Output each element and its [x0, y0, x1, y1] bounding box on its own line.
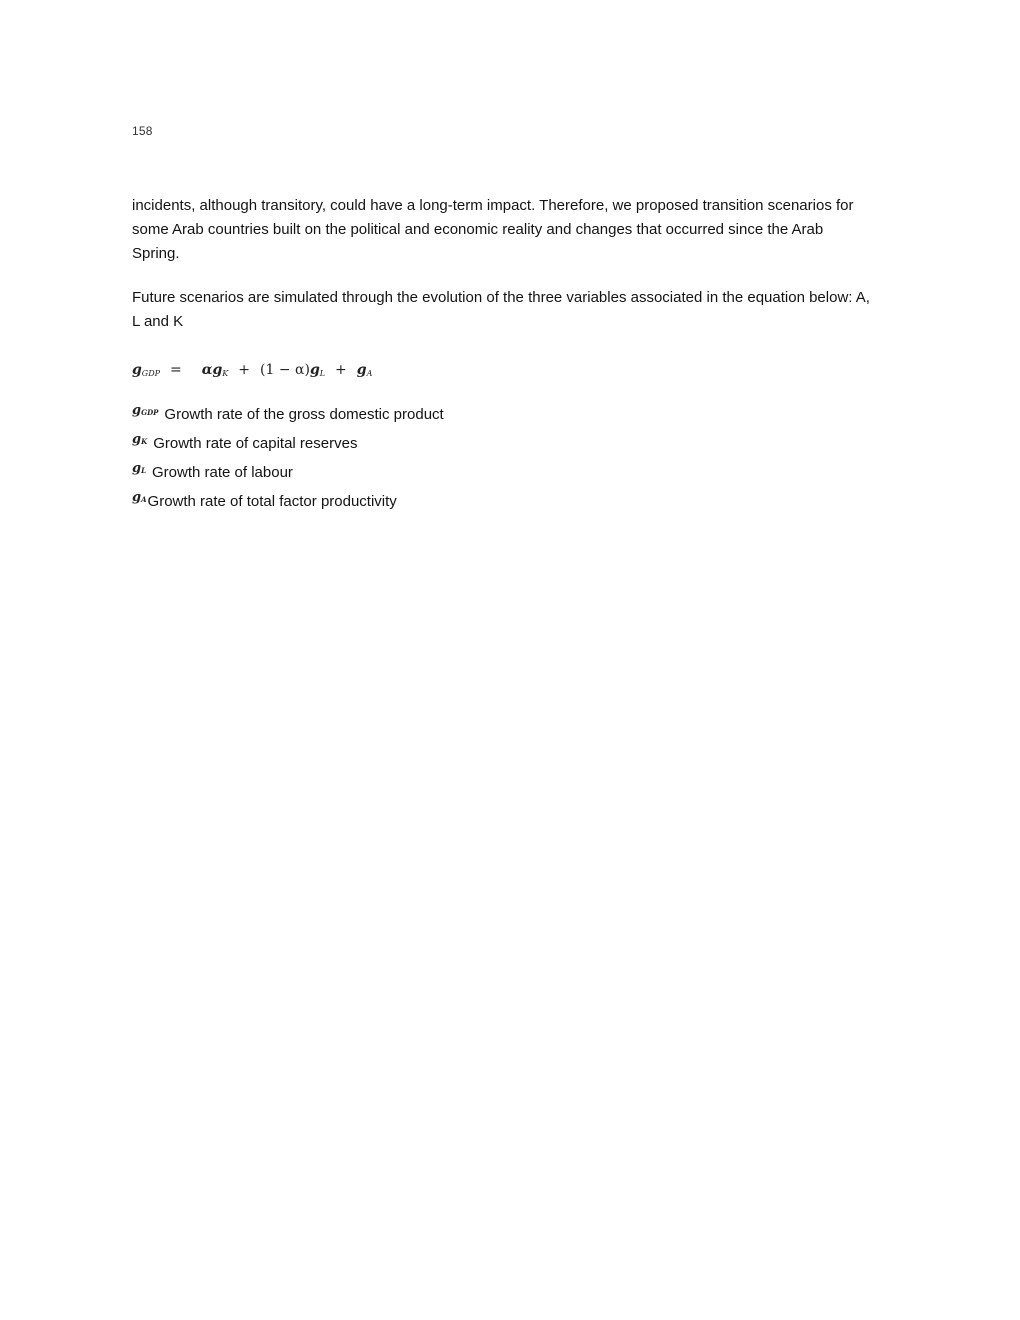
equation-factor: (1 − α)	[260, 362, 310, 378]
equation-lhs-symbol: g	[132, 362, 142, 378]
definition-symbol: $g_L$	[132, 461, 147, 476]
equation-term3-subscript: A	[366, 369, 373, 378]
definition-text: Growth rate of the gross domestic product	[164, 406, 444, 423]
equation-plus: +	[335, 362, 347, 378]
definition-text: Growth rate of labour	[152, 464, 293, 481]
equation-equals: =	[169, 362, 182, 378]
body-paragraph: Future scenarios are simulated through the evolution of the three variables associated in the equation below: A, L and K	[132, 289, 870, 330]
equation-term1-symbol: g	[212, 362, 223, 378]
equation-plus: +	[238, 362, 251, 378]
definition-tfp	[132, 491, 872, 520]
equation-alpha: α	[201, 362, 213, 378]
definition-text: Growth rate of capital reserves	[153, 435, 358, 452]
document-body	[132, 194, 872, 520]
definition-gdp	[132, 404, 872, 433]
page-number: 158	[132, 124, 153, 138]
definition-labour	[132, 462, 872, 491]
definition-symbol: $g_A$	[132, 490, 147, 505]
equation-term3-symbol: g	[356, 362, 367, 378]
variable-definitions	[132, 404, 872, 520]
definition-text: Growth rate of total factor productivity	[147, 493, 397, 510]
definition-capital	[132, 433, 872, 462]
body-paragraph: incidents, although transitory, could have a long-term impact. Therefore, we proposed transition scenarios for some Arab countries built on the political and economic reality and changes that occurred since the Arab Spring.	[132, 197, 854, 262]
equation-term2-symbol: g	[309, 362, 320, 378]
equation-term2-subscript: L	[319, 369, 326, 378]
equation-lhs-subscript: GDP	[141, 369, 160, 378]
equation-term1-subscript: K	[222, 369, 229, 378]
definition-symbol: $g_K$	[132, 432, 148, 447]
definition-symbol: $g_{GDP}$	[132, 403, 159, 418]
growth-equation	[132, 354, 872, 378]
